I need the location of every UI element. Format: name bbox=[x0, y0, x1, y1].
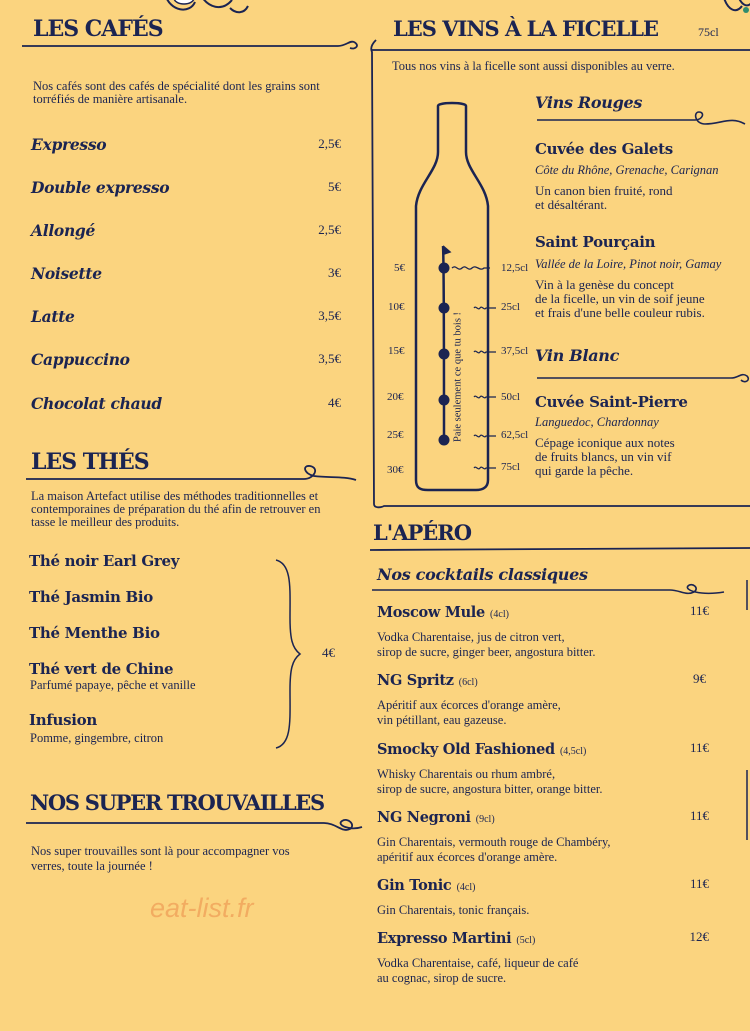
cocktail-item bbox=[377, 602, 712, 660]
desc-line: qui garde la pêche. bbox=[535, 463, 634, 478]
cocktail-name: Gin Tonic bbox=[377, 877, 452, 894]
scale-volume: 12,5cl bbox=[501, 262, 529, 274]
wine-description bbox=[535, 184, 673, 212]
cocktail-description bbox=[377, 630, 712, 660]
cocktail-price: 9€ bbox=[693, 671, 706, 686]
scale-price: 25€ bbox=[387, 429, 404, 441]
menu-item-cafe bbox=[31, 394, 341, 413]
desc-line: et désaltérant. bbox=[535, 197, 608, 212]
item-name: Latte bbox=[31, 307, 75, 326]
desc-line: et frais d'une belle couleur rubis. bbox=[535, 305, 705, 320]
tea-name: Thé Menthe Bio bbox=[29, 624, 160, 642]
apero-subtitle-underline bbox=[370, 580, 726, 602]
cocktail-item bbox=[377, 807, 712, 865]
cocktail-price: 12€ bbox=[689, 929, 709, 944]
desc-line: Gin Charentais, vermouth rouge de Chambéry, bbox=[377, 835, 611, 849]
trouvailles-title-underline bbox=[24, 813, 366, 835]
scale-volume: 75cl bbox=[501, 461, 520, 473]
wine-grapes: Languedoc, Chardonnay bbox=[535, 415, 659, 429]
desc-line: apéritif aux écorces d'orange amère. bbox=[377, 850, 558, 864]
cocktail-item bbox=[377, 928, 712, 986]
scale-volume: 50cl bbox=[501, 391, 520, 403]
wine-grapes: Vallée de la Loire, Pinot noir, Gamay bbox=[535, 257, 722, 271]
thes-intro: La maison Artefact utilise des méthodes traditionnelles et contemporaines de préparation du thé afin de retrouver en tasse le meilleur des produits. bbox=[31, 489, 321, 529]
cafes-intro: Nos cafés sont des cafés de spécialité dont les grains sont torréfiés de manière artisanale. bbox=[33, 79, 320, 106]
item-price: 2,5€ bbox=[318, 222, 341, 237]
scale-price: 30€ bbox=[387, 464, 404, 476]
tea-name: Thé Jasmin Bio bbox=[29, 588, 153, 606]
apero-title: L'APÉRO bbox=[373, 520, 472, 545]
vins-intro: Tous nos vins à la ficelle sont aussi disponibles au verre. bbox=[392, 59, 675, 73]
cocktail-name: Expresso Martini bbox=[377, 930, 512, 947]
cocktail-volume: (4,5cl) bbox=[559, 746, 587, 757]
desc-line: Gin Charentais, tonic français. bbox=[377, 903, 530, 917]
vin-blanc-underline bbox=[535, 370, 749, 386]
curly-brace-icon bbox=[270, 558, 310, 750]
apero-subtitle: Nos cocktails classiques bbox=[377, 565, 588, 584]
vins-title: LES VINS À LA FICELLE bbox=[393, 16, 659, 41]
vin-blanc-title: Vin Blanc bbox=[535, 346, 620, 365]
item-name: Double expresso bbox=[31, 178, 170, 197]
desc-line: de la ficelle, un vin de soif jeune bbox=[535, 291, 705, 306]
scale-price: 10€ bbox=[388, 301, 405, 313]
cocktail-volume: (4cl) bbox=[456, 882, 476, 893]
illustration-top-icon bbox=[160, 0, 250, 24]
cocktail-description bbox=[377, 956, 712, 986]
menu-item-cafe bbox=[31, 221, 341, 240]
illustration-corner-icon bbox=[722, 0, 750, 20]
menu-item-cafe bbox=[31, 307, 341, 326]
item-price: 4€ bbox=[328, 395, 341, 410]
desc-line: au cognac, sirop de sucre. bbox=[377, 971, 507, 985]
cocktail-description bbox=[377, 698, 712, 728]
item-price: 3,5€ bbox=[318, 308, 341, 323]
tea-name: Infusion bbox=[29, 711, 97, 729]
cocktail-name: NG Negroni bbox=[377, 809, 471, 826]
desc-line: sirop de sucre, ginger beer, angostura bitter. bbox=[377, 645, 596, 659]
desc-line: Apéritif aux écorces d'orange amère, bbox=[377, 698, 561, 712]
cafes-title-underline bbox=[20, 38, 360, 54]
vins-volume: 75cl bbox=[698, 25, 719, 39]
wine-description bbox=[535, 278, 705, 320]
item-price: 5€ bbox=[328, 179, 341, 194]
scale-price: 20€ bbox=[387, 391, 404, 403]
cocktail-volume: (4cl) bbox=[490, 609, 509, 620]
right-edge-divider bbox=[744, 580, 750, 840]
item-name: Allongé bbox=[31, 221, 96, 240]
cafes-title: LES CAFÉS bbox=[33, 16, 163, 42]
cocktail-price: 11€ bbox=[689, 603, 709, 618]
desc-line: sirop de sucre, angostura bitter, orange bitter. bbox=[377, 782, 603, 796]
watermark: eat-list.fr bbox=[150, 893, 254, 923]
cocktail-volume: (5cl) bbox=[516, 935, 536, 946]
apero-title-underline bbox=[368, 544, 750, 554]
wine-name: Cuvée Saint-Pierre bbox=[535, 393, 688, 411]
scale-price: 15€ bbox=[388, 345, 405, 357]
desc-line: Un canon bien fruité, rond bbox=[535, 183, 673, 198]
scale-volume: 62,5cl bbox=[501, 429, 529, 441]
cocktail-description bbox=[377, 767, 712, 797]
wine-name: Cuvée des Galets bbox=[535, 140, 673, 158]
cocktail-volume: (9cl) bbox=[475, 814, 495, 825]
tea-description: Pomme, gingembre, citron bbox=[30, 731, 164, 745]
vins-rouges-title: Vins Rouges bbox=[535, 93, 643, 112]
desc-line: vin pétillant, eau gazeuse. bbox=[377, 713, 507, 727]
desc-line: de fruits blancs, un vin vif bbox=[535, 449, 672, 464]
cocktail-price: 11€ bbox=[689, 876, 709, 891]
cocktail-name: Smocky Old Fashioned bbox=[377, 741, 555, 758]
menu-item-cafe bbox=[31, 178, 341, 197]
wine-name: Saint Pourçain bbox=[535, 233, 656, 251]
trouvailles-intro: Nos super trouvailles sont là pour accompagner vos verres, toute la journée ! bbox=[31, 844, 290, 873]
thes-price: 4€ bbox=[322, 645, 335, 660]
cocktail-description bbox=[377, 835, 712, 865]
cocktail-price: 11€ bbox=[689, 740, 709, 755]
menu-item-cafe bbox=[31, 264, 341, 283]
desc-line: Vodka Charentaise, jus de citron vert, bbox=[377, 630, 565, 644]
cocktail-item bbox=[377, 875, 712, 918]
desc-line: Vin à la genèse du concept bbox=[535, 277, 674, 292]
bottle-volume-ticks bbox=[468, 260, 502, 480]
cocktail-name: NG Spritz bbox=[377, 672, 454, 689]
desc-line: Cépage iconique aux notes bbox=[535, 435, 675, 450]
tea-name: Thé vert de Chine bbox=[29, 660, 174, 678]
item-name: Noisette bbox=[31, 264, 102, 283]
thes-title: LES THÉS bbox=[31, 449, 149, 475]
item-price: 2,5€ bbox=[318, 136, 341, 151]
cocktail-price: 11€ bbox=[689, 808, 709, 823]
thes-title-underline bbox=[24, 462, 360, 484]
cocktail-item bbox=[377, 670, 712, 728]
desc-line: Whisky Charentais ou rhum ambré, bbox=[377, 767, 556, 781]
cocktail-item bbox=[377, 739, 712, 797]
wine-description bbox=[535, 436, 675, 478]
item-name: Cappuccino bbox=[31, 350, 130, 369]
scale-volume: 37,5cl bbox=[501, 345, 529, 357]
scale-volume: 25cl bbox=[501, 301, 520, 313]
menu-item-cafe bbox=[31, 350, 341, 369]
item-price: 3€ bbox=[328, 265, 341, 280]
scale-price: 5€ bbox=[394, 262, 405, 274]
vins-rouges-underline bbox=[535, 110, 747, 132]
menu-item-cafe bbox=[31, 135, 341, 154]
trouvailles-title: NOS SUPER TROUVAILLES bbox=[30, 790, 324, 815]
item-name: Expresso bbox=[31, 135, 107, 154]
tea-name: Thé noir Earl Grey bbox=[29, 552, 180, 570]
item-name: Chocolat chaud bbox=[31, 394, 162, 413]
bottle-slogan: Paie seulement ce que tu bois ! bbox=[452, 311, 464, 443]
tea-description: Parfumé papaye, pêche et vanille bbox=[30, 678, 196, 692]
cocktail-volume: (6cl) bbox=[458, 677, 478, 688]
cocktail-name: Moscow Mule bbox=[377, 604, 485, 621]
wine-grapes: Côte du Rhône, Grenache, Carignan bbox=[535, 163, 719, 177]
item-price: 3,5€ bbox=[318, 351, 341, 366]
cocktail-description bbox=[377, 903, 712, 918]
desc-line: Vodka Charentaise, café, liqueur de café bbox=[377, 956, 579, 970]
